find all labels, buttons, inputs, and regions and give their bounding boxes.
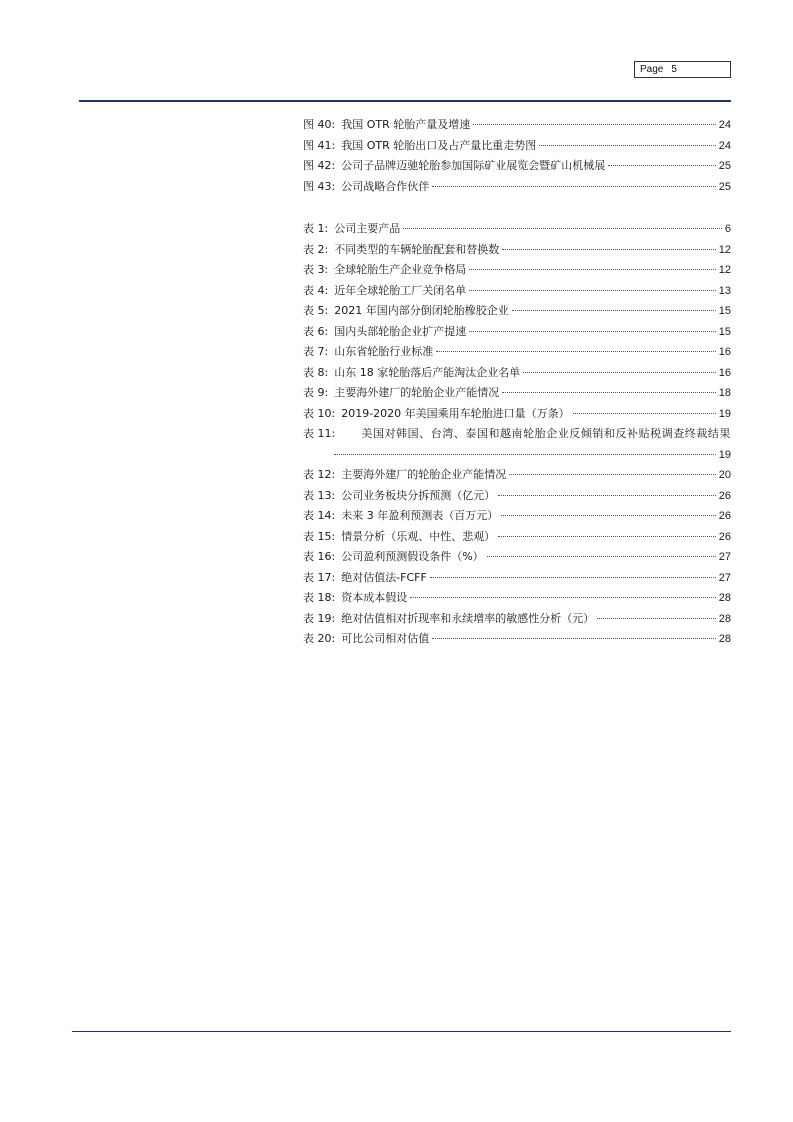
table-entry[interactable] — [303, 506, 731, 527]
entry-prefix: 图 43: — [303, 179, 336, 193]
entry-prefix: 表 8: — [303, 365, 329, 379]
entry-title: 美国对韩国、台湾、泰国和越南轮胎企业反倾销和反补贴税调查终裁结果 — [361, 427, 731, 440]
entry-page-number: 15 — [718, 305, 731, 317]
entry-page-number: 28 — [718, 612, 731, 625]
dot-leader — [473, 124, 716, 125]
table-entry[interactable] — [303, 342, 731, 363]
figure-entry[interactable] — [303, 156, 731, 177]
table-entry[interactable] — [303, 363, 731, 384]
table-entry[interactable] — [303, 301, 731, 322]
table-entry[interactable] — [303, 404, 731, 425]
dot-leader — [469, 290, 716, 291]
table-entry[interactable] — [303, 568, 731, 589]
entry-page-number: 27 — [718, 551, 731, 563]
dot-leader — [334, 454, 716, 455]
page-number-box — [634, 61, 731, 78]
entry-title: 资本成本假设 — [341, 591, 408, 604]
dot-leader — [501, 515, 716, 516]
entry-title: 未来 3 年盈利预测表（百万元） — [341, 509, 499, 522]
table-entry[interactable] — [303, 486, 731, 507]
figure-entry[interactable] — [303, 177, 731, 198]
dot-leader — [539, 145, 716, 146]
entry-prefix: 表 13: — [303, 488, 336, 502]
entry-title: 情景分析（乐观、中性、悲观） — [341, 529, 496, 543]
entry-prefix: 表 6: — [303, 324, 329, 338]
entry-title: 国内头部轮胎企业扩产提速 — [334, 324, 467, 338]
entry-prefix: 表 16: — [303, 550, 336, 563]
table-entry[interactable] — [303, 609, 731, 630]
entry-page-number: 18 — [718, 387, 731, 399]
table-entry[interactable] — [303, 465, 731, 486]
dot-leader — [432, 638, 716, 639]
dot-leader — [403, 228, 722, 229]
table-entry[interactable] — [303, 219, 731, 240]
entry-page-number: 27 — [718, 571, 731, 584]
dot-leader — [498, 536, 716, 537]
entry-prefix: 图 42: — [303, 159, 336, 172]
entry-title: 可比公司相对估值 — [341, 632, 430, 645]
entry-title: 全球轮胎生产企业竞争格局 — [334, 263, 467, 276]
entry-page-number: 24 — [718, 139, 731, 152]
dot-leader — [573, 413, 716, 414]
table-entry[interactable] — [303, 240, 731, 261]
entry-prefix: 表 1: — [303, 222, 329, 235]
entry-page-number: 19 — [718, 407, 731, 420]
entry-page-number: 26 — [718, 510, 731, 522]
dot-leader — [410, 597, 716, 598]
dot-leader — [597, 618, 716, 619]
entry-title: 公司子品牌迈驰轮胎参加国际矿业展览会暨矿山机械展 — [341, 159, 606, 172]
entry-prefix: 表 4: — [303, 283, 329, 297]
dot-leader — [608, 165, 716, 166]
entry-prefix: 表 5: — [303, 304, 329, 317]
table-entry[interactable] — [303, 260, 731, 281]
table-entry[interactable] — [303, 629, 731, 650]
table-entry[interactable] — [303, 322, 731, 343]
entry-title: 公司主要产品 — [334, 222, 401, 235]
dot-leader — [432, 186, 716, 187]
entry-page-number: 25 — [718, 180, 731, 193]
entry-page-number: 16 — [718, 346, 731, 358]
entry-prefix: 表 14: — [303, 509, 336, 522]
entry-title: 近年全球轮胎工厂关闭名单 — [334, 283, 467, 297]
entry-page-number: 15 — [718, 325, 731, 338]
dot-leader — [502, 249, 716, 250]
entry-prefix: 表 12: — [303, 468, 336, 481]
dot-leader — [509, 474, 716, 475]
entry-prefix: 表 7: — [303, 345, 329, 358]
header-rule — [79, 100, 731, 102]
table-entry[interactable] — [303, 547, 731, 568]
table-index — [303, 219, 731, 650]
dot-leader — [430, 577, 716, 578]
entry-prefix: 表 2: — [303, 242, 329, 256]
dot-leader — [512, 310, 716, 311]
entry-title: 山东 18 家轮胎落后产能淘汰企业名单 — [334, 365, 521, 379]
dot-leader — [469, 269, 716, 270]
entry-title: 2019-2020 年美国乘用车轮胎进口量（万条） — [341, 406, 570, 420]
table-entry[interactable] — [303, 527, 731, 548]
entry-page-number: 20 — [718, 469, 731, 481]
entry-page-number: 28 — [718, 633, 731, 645]
entry-page-number: 16 — [718, 366, 731, 379]
dot-leader — [469, 331, 716, 332]
page-label: Page — [640, 64, 664, 75]
entry-prefix: 表 9: — [303, 386, 329, 399]
entry-title: 主要海外建厂的轮胎企业产能情况 — [341, 468, 507, 481]
entry-title: 绝对估值法-FCFF — [341, 570, 427, 584]
entry-prefix: 图 41: — [303, 138, 336, 152]
table-entry[interactable] — [303, 424, 731, 465]
entry-title: 我国 OTR 轮胎产量及增速 — [341, 118, 471, 131]
dot-leader — [498, 495, 716, 496]
dot-leader — [436, 351, 716, 352]
dot-leader — [487, 556, 716, 557]
entry-page-number: 13 — [718, 284, 731, 297]
entry-title: 公司业务板块分拆预测（亿元） — [341, 488, 496, 502]
entry-title: 绝对估值相对折现率和永续增率的敏感性分析（元） — [341, 611, 595, 625]
figure-entry[interactable] — [303, 115, 731, 136]
entry-title: 公司盈利预测假设条件（%） — [341, 550, 484, 563]
entry-prefix: 表 19: — [303, 611, 336, 625]
entry-page-number: 26 — [718, 530, 731, 543]
table-entry[interactable] — [303, 588, 731, 609]
entry-prefix: 表 15: — [303, 529, 336, 543]
table-entry[interactable] — [303, 383, 731, 404]
figure-index — [303, 115, 731, 197]
entry-page-number: 24 — [718, 119, 731, 131]
entry-page-number: 19 — [718, 448, 731, 461]
entry-page-number: 12 — [718, 243, 731, 256]
entry-prefix: 表 11: — [303, 427, 336, 440]
dot-leader — [502, 392, 716, 393]
entry-page-number: 28 — [718, 592, 731, 604]
entry-page-number: 6 — [724, 223, 731, 235]
entry-prefix: 表 17: — [303, 570, 336, 584]
dot-leader — [523, 372, 716, 373]
entry-prefix: 表 10: — [303, 406, 336, 420]
entry-title: 山东省轮胎行业标准 — [334, 345, 434, 358]
entry-page-number: 26 — [718, 489, 731, 502]
entry-title: 不同类型的车辆轮胎配套和替换数 — [334, 242, 500, 256]
footer-rule — [72, 1031, 731, 1032]
entry-title: 公司战略合作伙伴 — [341, 179, 430, 193]
entry-page-number: 12 — [718, 264, 731, 276]
page-number: 5 — [671, 64, 677, 75]
entry-title: 我国 OTR 轮胎出口及占产量比重走势图 — [341, 138, 537, 152]
entry-prefix: 表 3: — [303, 263, 329, 276]
entry-title: 主要海外建厂的轮胎企业产能情况 — [334, 386, 500, 399]
figure-entry[interactable] — [303, 136, 731, 157]
entry-page-number: 25 — [718, 160, 731, 172]
entry-prefix: 表 18: — [303, 591, 336, 604]
entry-prefix: 图 40: — [303, 118, 336, 131]
entry-title: 2021 年国内部分倒闭轮胎橡胶企业 — [334, 304, 509, 317]
entry-prefix: 表 20: — [303, 632, 336, 645]
table-entry[interactable] — [303, 281, 731, 302]
